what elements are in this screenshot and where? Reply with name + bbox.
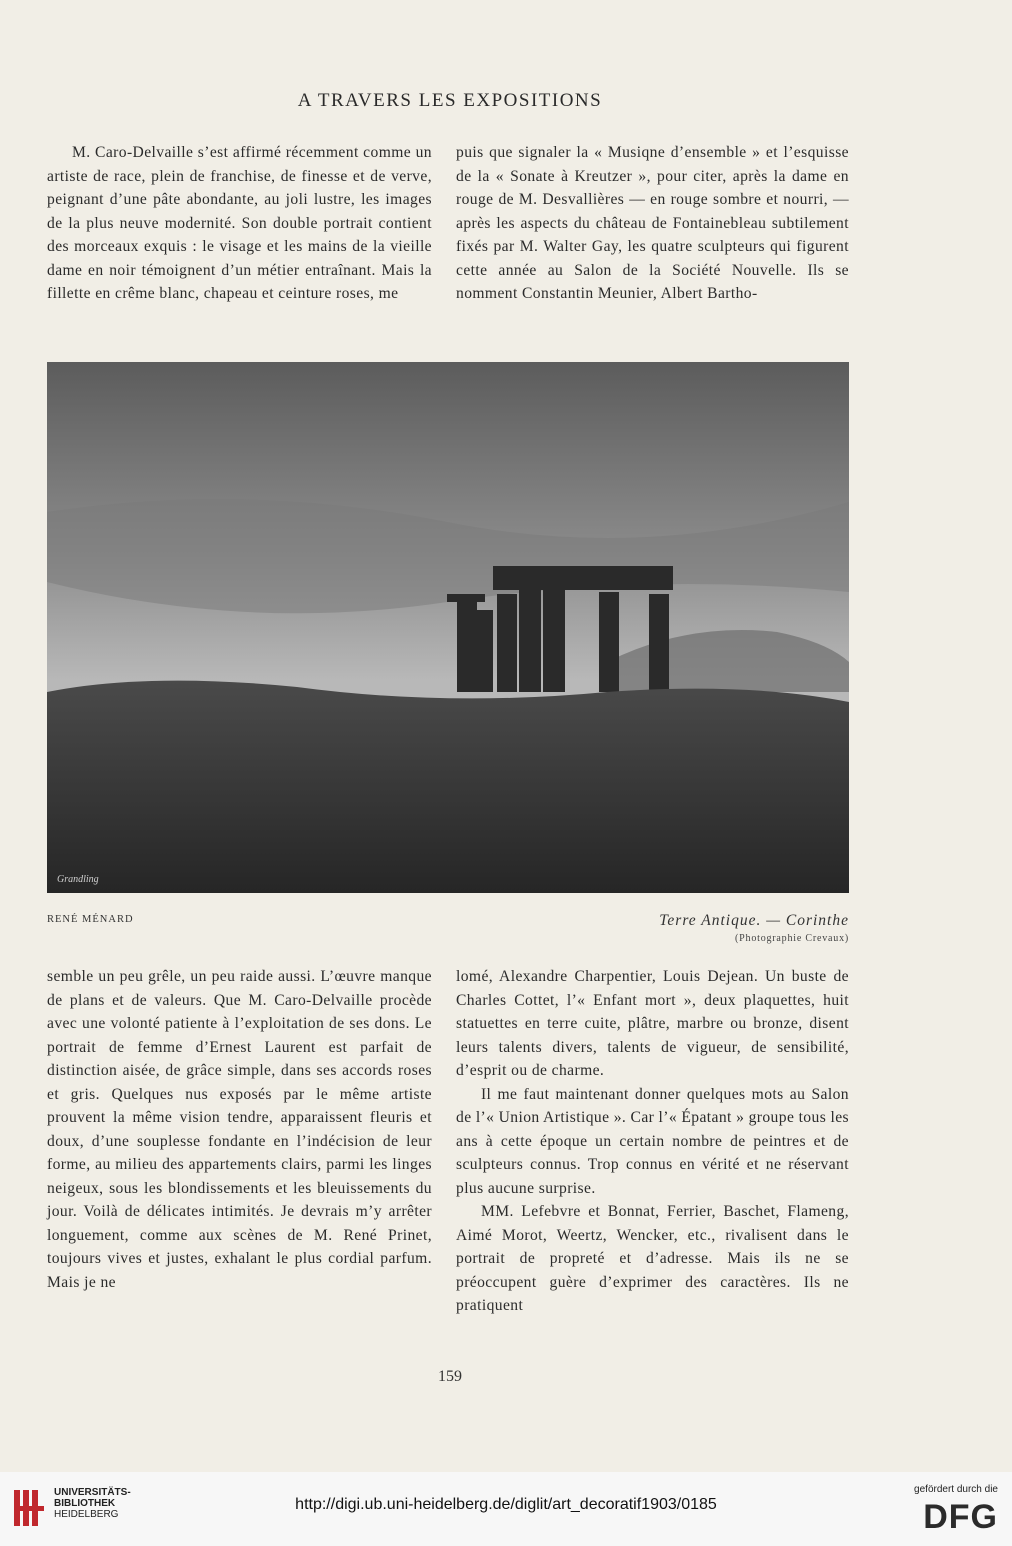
library-name-line1: UNIVERSITÄTS-	[54, 1487, 131, 1498]
left-column-top	[47, 141, 432, 306]
figure-caption: Terre Antique. — Corinthe	[659, 912, 849, 929]
temple-ruins-illustration	[47, 362, 849, 893]
permalink-url[interactable]: http://digi.ub.uni-heidelberg.de/diglit/art_decoratif1903/0185	[295, 1496, 717, 1513]
paragraph: Il me faut maintenant donner quelques mots au Salon de l’« Union Artistique ». Car l’« Épatant » groupe tous les ans à cette époque un certain nombre de peintres et de sculpteurs connus. Trop connus en vérité et ne réservant plus aucune surprise.	[456, 1085, 849, 1197]
page-title: A TRAVERS LES EXPOSITIONS	[297, 90, 603, 111]
library-name-line3: HEIDELBERG	[54, 1509, 119, 1520]
library-name-line2: BIBLIOTHEK	[54, 1498, 116, 1509]
paragraph: lomé, Alexandre Charpentier, Louis Dejean. Un buste de Charles Cottet, l’« Enfant mort », deux plaquettes, huit statuettes en terre cuite, plâtre, marbre ou bronze, disent leurs talents divers, talents de vigueur, de sensibilité, d’esprit ou de charme.	[456, 968, 849, 1079]
artist-signature: Grandling	[57, 874, 99, 885]
paragraph: M. Caro-Delvaille s’est affirmé récemment comme un artiste de race, plein de franchise, de finesse et de verve, peignant d’une pâte abondante, au joli lustre, les images de la plus neuve modernité. Son double portrait contient des morceaux exquis : le visage et les mains de la vieille dame en noir témoignent d’un métier entraînant. Mais la fillette en crême blanc, chapeau et ceinture roses, me	[47, 144, 432, 302]
paragraph: semble un peu grêle, un peu raide aussi. L’œuvre manque de plans et de valeurs. Que M. Caro-Delvaille procède avec une volonté patiente à l’exploitation de ses dons. Le portrait de femme d’Ernest Laurent est parfait de distinction aisée, de grâce simple, dans ses accords roses et gris. Quelques nus exposés par le même artiste prouvent la même vision tendre, apparaissent fleuris et doux, d’une souplesse fondante en l’indécision de leur forme, au milieu des appartements clairs, parmi les linges neigeux, sous les blondissements et les bleuissements du jour. Voilà de délicates intimités. Je devrais m’y arrêter longuement, comme aux scènes de M. René Prinet, toujours vives et justes, exhalant le plus cordial parfum. Mais je ne	[47, 968, 432, 1291]
paragraph: MM. Lefebvre et Bonnat, Ferrier, Baschet, Flameng, Aimé Morot, Weertz, Wencker, etc., rivalisent dans le portrait de propreté et d’adresse. Mais ils ne se préoccupent guère d’exprimer des caractères. Ils ne pratiquent	[456, 1203, 849, 1314]
dfg-logo: DFG	[923, 1498, 998, 1536]
right-column-top	[456, 141, 849, 306]
artist-name: RENÉ MÉNARD	[47, 914, 134, 925]
page-number: 159	[438, 1368, 462, 1385]
photo-credit: (Photographie Crevaux)	[735, 933, 849, 944]
right-column-bottom	[456, 965, 849, 1318]
left-column-bottom	[47, 965, 432, 1294]
digitization-footer	[0, 1472, 1012, 1546]
paragraph: puis que signaler la « Musiqne d’ensemble » et l’esquisse de la « Sonate à Kreutzer », pour citer, après la dame en rouge de M. Desvallières — en rouge sombre et nourri, — après les aspects du château de Fontainebleau subtilement fixés par M. Walter Gay, les quatre sculpteurs qui figurent cette année au Salon de la Société Nouvelle. Ils se nomment Constantin Meunier, Albert Bartho-	[456, 144, 849, 302]
funding-label: gefördert durch die	[914, 1484, 998, 1495]
temple-photograph	[47, 362, 849, 893]
